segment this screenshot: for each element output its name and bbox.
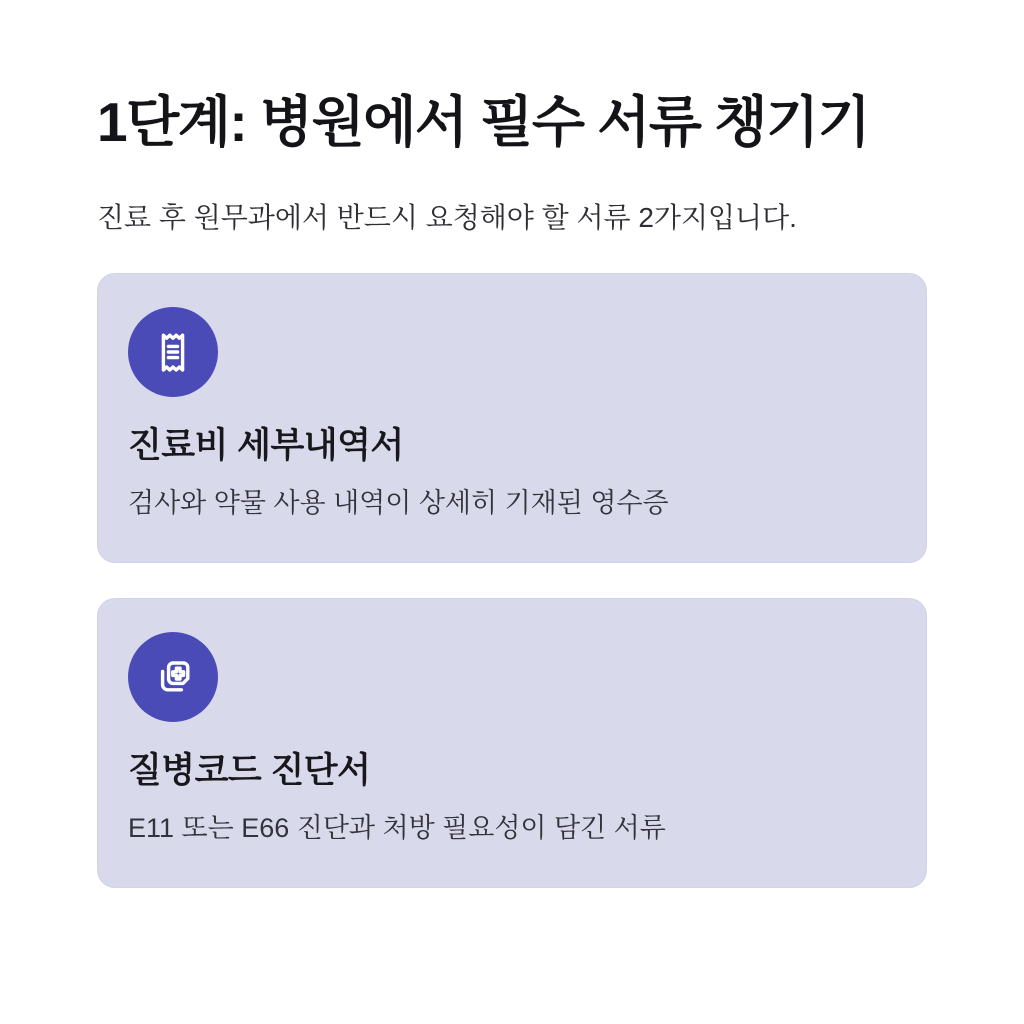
card-description: 검사와 약물 사용 내역이 상세히 기재된 영수증 <box>128 487 669 518</box>
document-card-list <box>97 273 927 888</box>
receipt-icon <box>149 328 197 376</box>
icon-circle <box>128 307 218 397</box>
content-column <box>97 0 927 888</box>
icon-circle <box>128 632 218 722</box>
document-card-bill <box>97 273 927 563</box>
health-card-icon <box>149 653 197 701</box>
card-description: E11 또는 E66 진단과 처방 필요성이 담긴 서류 <box>128 812 666 843</box>
card-title: 질병코드 진단서 <box>128 750 371 790</box>
document-card-diagnosis <box>97 598 927 888</box>
card-title: 진료비 세부내역서 <box>128 425 404 465</box>
page-title: 1단계: 병원에서 필수 서류 챙기기 <box>97 91 870 153</box>
page-subtitle: 진료 후 원무과에서 반드시 요청해야 할 서류 2가지입니다. <box>97 201 797 233</box>
